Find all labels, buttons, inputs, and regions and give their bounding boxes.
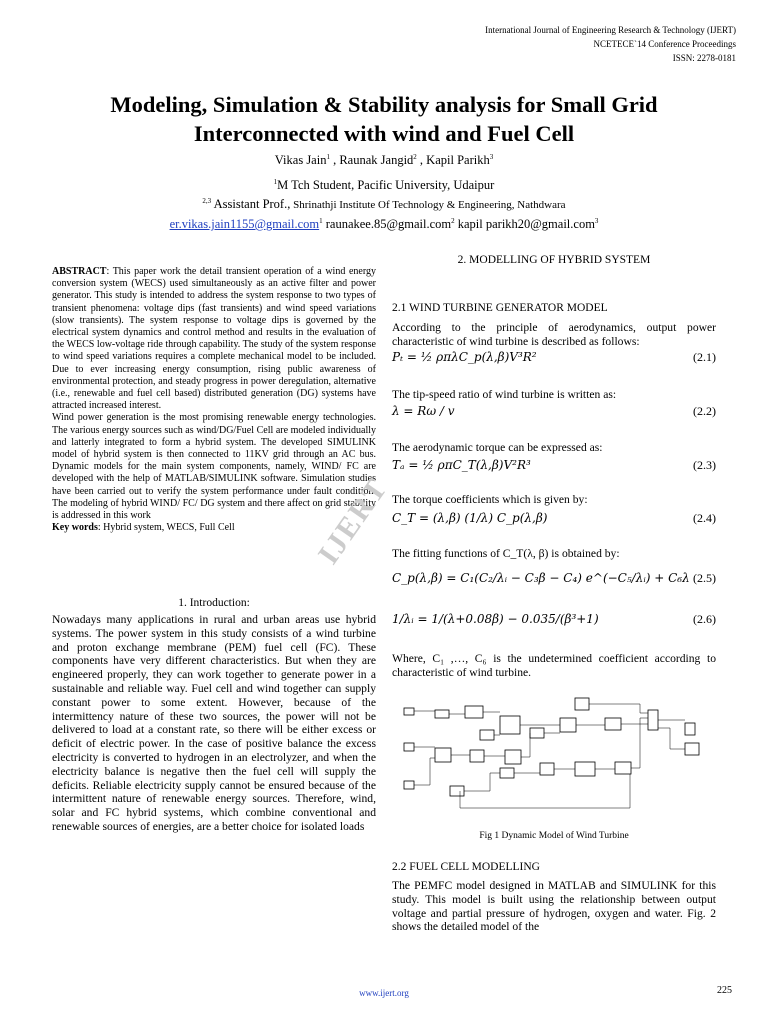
equation-2-2: λ = Rω / v (2.2) [392,404,716,418]
block-fcn-5 [615,762,631,774]
equation-2-6: 1/λᵢ = 1/(λ+0.08β) − 0.035/(β³+1) (2.6) [392,612,716,626]
abstract-paragraph-2: Wind power generation is the most promising renewable energy technologies. The various energy sources such as wind/DG/Fuel Cell are modeled individually and latterly integrated to form a hybrid system. The developed SIMULINK model of hybrid system is then connected to 11KV grid through an AC bus. Dynamic models for the main system components, namely, WIND/ FC are developed with the help of MATLAB/SIMULINK software. Simulation studies have been carried out to verify the system performance under fault condition. The modeling of hybrid WIND/ FC/ DG system and there affect on grid stability is addressed in this work [52,412,376,522]
affiliation-1: $^1$M Tch Student, Pacific University, Udaipur [273,178,495,193]
block-fcn-3 [540,763,554,775]
block-product-4 [648,710,658,730]
subsection-2-1-text: According to the principle of aerodynamics, output power characteristic of wind turbine is described as follows: [392,321,716,348]
block-gain-1 [530,728,544,738]
block-saturation [685,743,699,755]
abstract [52,266,376,534]
page-number: 225 [717,985,732,996]
block-fcn [480,730,494,740]
block-switch [575,698,589,710]
block-wind-gain [435,710,449,718]
block-divide [605,718,621,730]
equation-2-5: C_p(λ,β) = C₁(C₂/λᵢ − C₃β − C₄) e^(−C₅/λᵢ) + C₆λ (2.5) [392,571,716,585]
block-divide-2 [470,750,484,762]
text-torque-coeff: The torque coefficients which is given by: [392,493,588,506]
text-torque: The aerodynamic torque can be expressed as: [392,441,603,454]
watermark: IJERT [311,471,395,571]
block-product-3 [560,718,576,732]
figure-caption: Fig 1 Dynamic Model of Wind Turbine [479,831,629,841]
wind-turbine-simulink-diagram [400,688,725,824]
equation-2-4: C_T = (λ,β) (1/λ) C_p(λ,β) (2.4) [392,511,716,525]
issn: ISSN: 2278-0181 [672,53,736,63]
text-coefficients: Where, C₁ ,…, C₆ is the undetermined coefficient according to characteristic of wind turbine. [392,652,716,679]
equation-2-1: Pₜ = ½ ρπλC_p(λ,β)V³R² (2.1) [392,350,716,364]
subsection-2-1-heading: 2.1 WIND TURBINE GENERATOR MODEL [392,302,608,314]
keywords-label: Key words [52,522,98,534]
equation-2-3: Tₐ = ½ ρπC_T(λ,β)V²R³ (2.3) [392,458,716,472]
block-product-5 [505,750,521,764]
abstract-text: : This paper work the detail transient operation of a wind energy conversion system (WECS) used simultaneously as an active filter and power generator. This study is intended to address the system response to two types of transient phenomena: voltage dips (fast transients) and wind speed variations (slow transients). The system response to voltage dips is governed by the electrical system dynamics and control method and results in the evaluation of the WECS low-voltage ride through capability. The study of the system response to wind speed variations requires a complete mechanical model to be included. Due to ever increasing energy consumption, rising public awareness of environmental protection, and steady progress in power deregulation, alternative (i.e., renewable and fuel cell based) distributed generation (DG) systems have attracted increased interest. [52,266,376,412]
block-product [435,748,451,762]
block-beta [450,786,464,796]
text-tip-speed: The tip-speed ratio of wind turbine is written as: [392,388,617,401]
abstract-label: ABSTRACT [52,266,107,277]
author-emails: er.vikas.jain1155@gmail.com$^1$ raunakee.85@gmail.com$^2$ kapil parikh20@gmail.com$^3$ [169,217,599,232]
email-link-1[interactable]: er.vikas.jain1155@gmail.com [169,217,320,232]
subsection-2-2-text: The PEMFC model designed in MATLAB and SIMULINK for this study. This model is built using the relationship between output voltage and partial pressure of hydrogen, oxygen and water. Fig. 2 shows the detailed model of the [392,879,716,934]
affiliation-2: $^{2,3}$ Assistant Prof., Shrinathji Institute Of Technology & Engineering, Nathdwara [202,197,566,212]
block-fcn-4 [575,762,595,776]
block-out-1 [685,723,695,735]
text-fitting: The fitting functions of C_T(λ, β) is obtained by: [392,547,620,560]
section-2-heading: 2. MODELLING OF HYBRID SYSTEM [457,254,651,266]
block-fcn-2 [500,768,514,778]
journal-header [485,23,736,65]
conference-name: NCETECE`14 Conference Proceedings [593,39,736,49]
author-list: Vikas Jain$^1$ , Raunak Jangid$^2$ , Kapil Parikh$^3$ [274,153,494,168]
keywords: : Hybrid system, WECS, Full Cell [97,522,235,534]
block-wind-input [404,708,414,715]
introduction-heading: 1. Introduction: [178,597,250,609]
block-product-2 [500,716,520,734]
introduction-text: Nowadays many applications in rural and urban areas use hybrid systems. The power system in this study consists of a wind turbine and proton exchange membrane (PEM) fuel cell (FC). These components have very different characteristics. But when they are engineered properly, they can work together to generate power in a sustainable and reliable way. Fuel cell and wind together can supply constant power to some extent. However, because of the intermittency nature of these two sources, the power will not be delivered to load at a constant rate, so there will be either excess or deficit of electric power. In the case of positive balance the excess electricity is converted to hydrogen in an electrolyzer, and when the electricity balance is negative then the fuel cell will supply the deficits. Reliable electricity supply cannot be ensured because of the intermittent nature of renewable energy sources. Therefore, wind, solar and FC hybrid systems, which combine conventional and renewable sources of energies, are a better choice for isolated loads [52,613,376,833]
paper-title: Modeling, Simulation & Stability analysis for Small Grid Interconnected with wind and Fuel Cell [110,92,658,146]
block-constant [404,743,414,751]
journal-name: International Journal of Engineering Research & Technology (IJERT) [485,25,736,35]
footer-url[interactable]: www.ijert.org [359,988,409,998]
block-pow [465,706,483,718]
subsection-2-2-heading: 2.2 FUEL CELL MODELLING [392,861,540,873]
block-gen-speed [404,781,414,789]
